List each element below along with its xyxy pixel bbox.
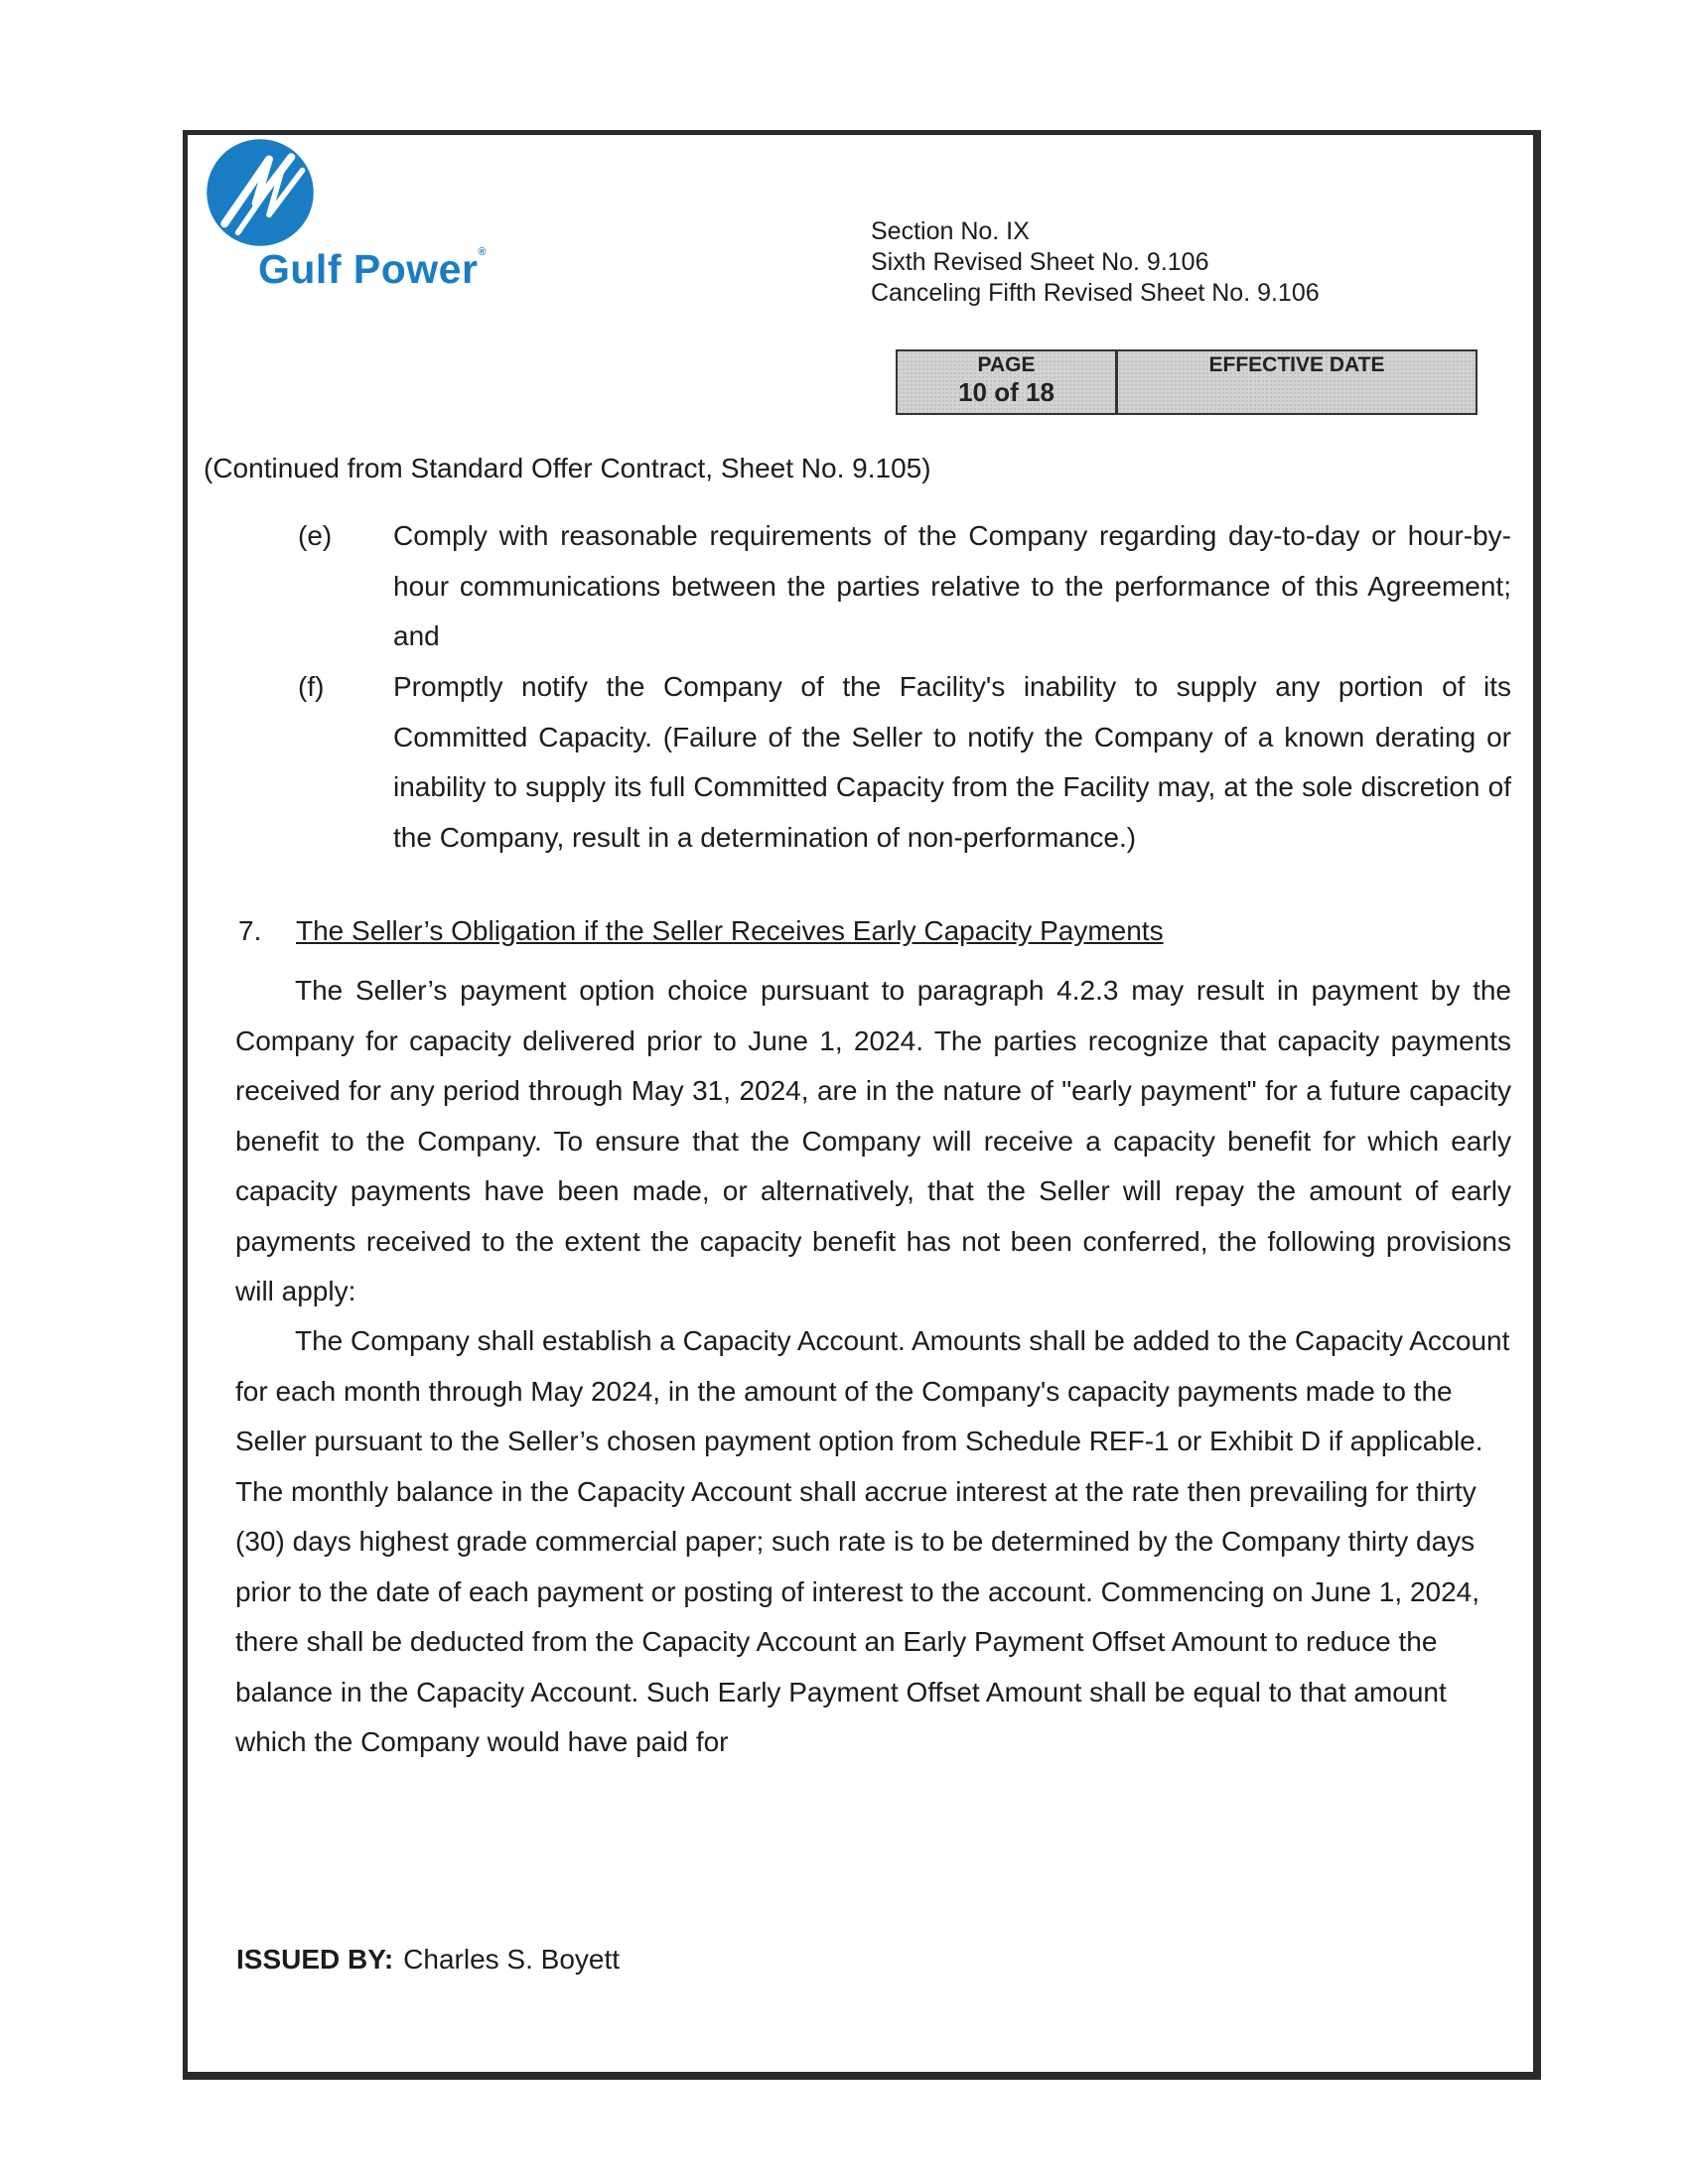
logo-registered-mark: ® xyxy=(478,246,488,258)
paragraph-early-payment: The Seller’s payment option choice pursuant to paragraph 4.2.3 may result in payment by the Company for capacity delivered prior to June 1, 2024. The parties recognize that capacity payments received for any period through May 31, 2024, are in the nature of "early payment" for a future capacity benefit to the Company. To ensure that the Company will receive a capacity benefit for which early capacity payments have been made, or alternatively, that the Seller will repay the amount of early payments received to the extent the capacity benefit has not been conferred, the following provisions will apply: xyxy=(235,975,1511,1306)
page-cell xyxy=(898,351,1118,413)
page-effective-date-box xyxy=(896,349,1477,415)
gulf-power-logo xyxy=(203,137,600,296)
section-number: Section No. IX xyxy=(871,217,1030,245)
logo-wordmark xyxy=(258,246,487,293)
page-value: 10 of 18 xyxy=(958,377,1055,407)
list-item-marker: (e) xyxy=(298,520,333,551)
section-heading xyxy=(238,915,1164,947)
section-number-label: 7. xyxy=(238,915,262,946)
section-title: The Seller’s Obligation if the Seller Receives Early Capacity Payments xyxy=(296,915,1164,946)
effective-date-label: EFFECTIVE DATE xyxy=(1208,353,1385,376)
list-item-e xyxy=(298,511,1511,662)
page-label: PAGE xyxy=(977,353,1036,376)
gulf-power-emblem-icon xyxy=(205,137,316,248)
issued-by-line xyxy=(236,1944,620,1976)
effective-date-cell xyxy=(1118,351,1476,413)
issued-by-name: Charles S. Boyett xyxy=(403,1944,621,1975)
sheet-info-block xyxy=(871,216,1320,309)
list-item-text: Promptly notify the Company of the Facility's inability to supply any portion of its Committed Capacity. (Failure of the Seller to notify the Company of a known derating or inability to supply its full Committed Capacity from the Facility may, at the sole discretion of the Company, result in a determination of non-performance.) xyxy=(393,671,1511,853)
revised-sheet-number: Sixth Revised Sheet No. 9.106 xyxy=(871,248,1209,276)
continued-note: (Continued from Standard Offer Contract, Sheet No. 9.105) xyxy=(204,453,931,483)
paragraph-capacity-account: The Company shall establish a Capacity Account. Amounts shall be added to the Capacity Account for each month through May 2024, in the amount of the Company's capacity payments made to the Seller pursuant to the Seller’s chosen payment option from Schedule REF-1 or Exhibit D if applicable. The monthly balance in the Capacity Account shall accrue interest at the rate then prevailing for thirty (30) days highest grade commercial paper; such rate is to be determined by the Company thirty days prior to the date of each payment or posting of interest to the account. Commencing on June 1, 2024, there shall be deducted from the Capacity Account an Early Payment Offset Amount to reduce the balance in the Capacity Account. Such Early Payment Offset Amount shall be equal to that amount which the Company would have paid for xyxy=(235,1325,1510,1757)
canceling-sheet-number: Canceling Fifth Revised Sheet No. 9.106 xyxy=(871,279,1320,307)
list-item-marker: (f) xyxy=(298,671,325,702)
list-item-f xyxy=(298,662,1511,863)
issued-by-label: ISSUED BY: xyxy=(236,1944,394,1975)
logo-wordmark-text: Gulf Power xyxy=(258,246,479,292)
list-item-text: Comply with reasonable requirements of the Company regarding day-to-day or hour-by-hour communications between the parties relative to the performance of this Agreement; and xyxy=(393,520,1511,651)
